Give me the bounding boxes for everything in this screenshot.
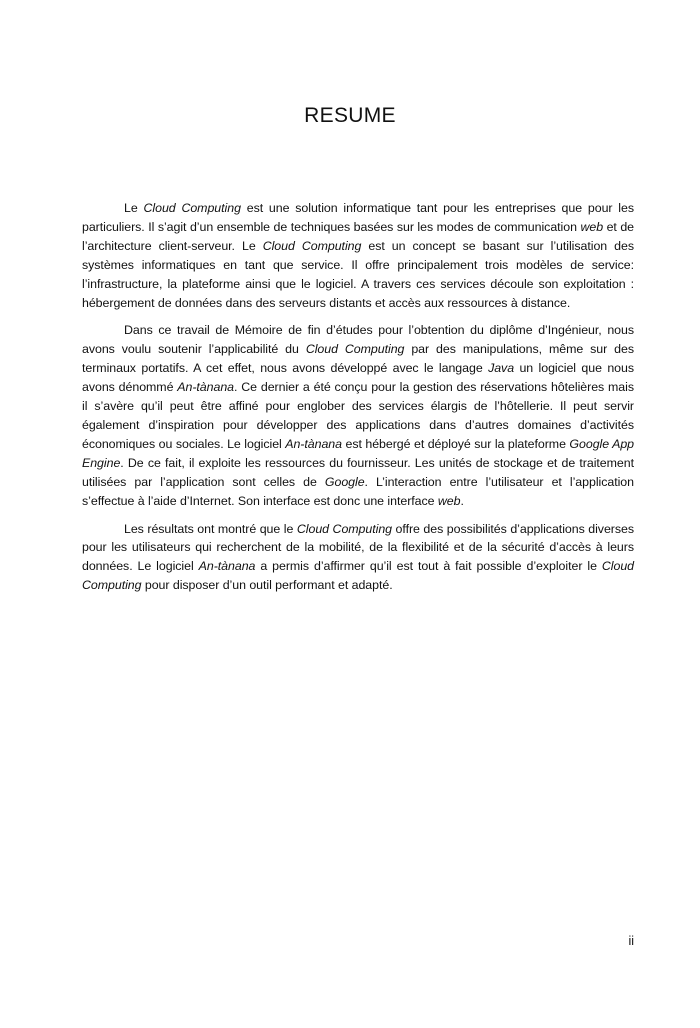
italic-term: web [437, 493, 461, 508]
italic-term: Cloud Computing [143, 201, 241, 215]
italic-term: Google [324, 474, 365, 489]
italic-term: Google App Engine [82, 436, 635, 470]
paragraph-text: Le [124, 201, 144, 215]
abstract-paragraph [82, 199, 634, 312]
abstract-body [82, 199, 634, 604]
paragraph-text: offre des possibilités d’applications diverses pour les utilisateurs qui recherchent de la mobilité, de la flexibilité et de la sécurité d’accès à leurs données. Le logiciel [82, 521, 634, 574]
paragraph-text: . De ce fait, il exploite les ressources du fournisseur. Les unités de stockage et de traitement utilisées par l’application sont celles de [82, 455, 634, 489]
paragraph-text: est un concept se basant sur l’utilisation des systèmes informatiques en tant que service. Il offre principalement trois modèles de service: l’infrastructure, la plateforme ainsi que le logiciel. A travers ces services découle son exploitation : hébergement de données dans des serveurs distants et accès aux ressources à distance. [82, 238, 634, 310]
italic-term: Cloud Computing [305, 342, 405, 357]
italic-term: An-tànana [177, 380, 235, 395]
paragraph-text: et de l’architecture client-serveur. Le [82, 219, 635, 253]
paragraph-text: Les résultats ont montré que le [124, 521, 297, 536]
paragraph-text: par des manipulations, même sur des terminaux portatifs. A cet effet, nous avons développé avec le langage [82, 342, 635, 376]
abstract-paragraph [82, 321, 634, 510]
page-title: RESUME [304, 104, 396, 127]
paragraph-text: . Ce dernier a été conçu pour la gestion des réservations hôtelières mais il s’avère qu’il peut être affiné pour englober des services élargis de l’hôtellerie. Il peut servir également d’inspiration pour développer des applications dans d’autres domaines d’activités économiques ou sociales. Le logiciel [82, 380, 634, 451]
paragraph-text: est hébergé et déployé sur la plateforme [341, 436, 570, 451]
abstract-paragraph [82, 520, 634, 596]
paragraph-text: est une solution informatique tant pour les entreprises que pour les particuliers. Il s’agit d’un ensemble de techniques basées sur les modes de communication [82, 201, 634, 234]
paragraph-text: Dans ce travail de Mémoire de fin d’études pour l’obtention du diplôme d’Ingénieur, nous avons voulu soutenir l’applicabilité du [82, 323, 634, 357]
italic-term: Cloud Computing [262, 238, 362, 253]
paragraph-text: . L’interaction entre l’utilisateur et l’application s’effectue à l’aide d’Internet. Son interface est donc une interface [82, 474, 634, 508]
paragraph-text: un logiciel que nous avons dénommé [82, 361, 634, 395]
paragraph-text: . [460, 493, 464, 508]
italic-term: An-tànana [285, 436, 342, 451]
italic-term: Java [488, 361, 515, 376]
italic-term: An-tànana [198, 559, 256, 574]
italic-term: Cloud Computing [82, 559, 634, 593]
italic-term: Cloud Computing [296, 521, 393, 536]
paragraph-text: a permis d’affirmer qu’il est tout à fait possible d’exploiter le [255, 559, 602, 574]
paragraph-text: pour disposer d’un outil performant et adapté. [141, 578, 393, 593]
page-number: ii [628, 934, 634, 948]
italic-term: web [580, 219, 604, 234]
